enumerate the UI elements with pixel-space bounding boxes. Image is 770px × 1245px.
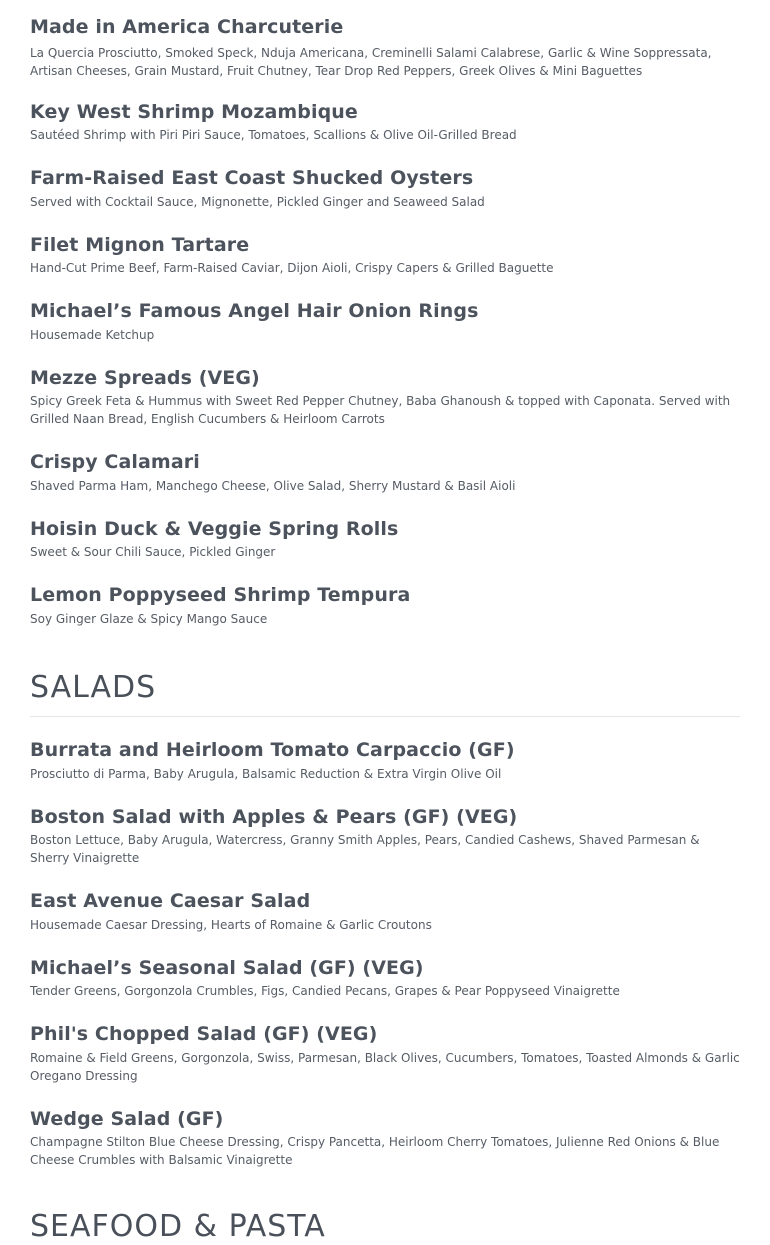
menu-item-name: Key West Shrimp Mozambique — [30, 101, 358, 123]
menu-item-description: Prosciutto di Parma, Baby Arugula, Balsamic Reduction & Extra Virgin Olive Oil — [30, 767, 502, 781]
menu-item — [30, 299, 740, 344]
menu-item-name: Lemon Poppyseed Shrimp Tempura — [30, 584, 411, 606]
menu-item-name: Phil's Chopped Salad (GF) (VEG) — [30, 1023, 378, 1045]
menu-item-description: La Quercia Prosciutto, Smoked Speck, Nduja Americana, Creminelli Salami Calabrese, Garlic & Wine Soppressata, Artisan Cheeses, Grain Mustard, Fruit Chutney, Tear Drop Red Peppers, Greek Olives & Mini Baguettes — [30, 46, 712, 78]
menu-item-description: Soy Ginger Glaze & Spicy Mango Sauce — [30, 612, 268, 626]
menu-item-description: Hand-Cut Prime Beef, Farm-Raised Caviar, Dijon Aioli, Crispy Capers & Grilled Baguette — [30, 261, 554, 275]
menu-item-description: Shaved Parma Ham, Manchego Cheese, Olive Salad, Sherry Mustard & Basil Aioli — [30, 479, 516, 493]
section-heading: SEAFOOD & PASTA — [30, 1209, 326, 1244]
menu-item — [30, 583, 740, 628]
menu-item-name: Wedge Salad (GF) — [30, 1108, 224, 1130]
menu-item-name: Mezze Spreads (VEG) — [30, 367, 260, 389]
menu-item-name: Burrata and Heirloom Tomato Carpaccio (GF) — [30, 739, 515, 761]
menu-item — [30, 1107, 740, 1169]
menu-item-description: Boston Lettuce, Baby Arugula, Watercress, Granny Smith Apples, Pears, Candied Cashews, Shaved Parmesan & Sherry Vinaigrette — [30, 833, 700, 865]
menu-item-name: Crispy Calamari — [30, 451, 200, 473]
menu-item-description: Sautéed Shrimp with Piri Piri Sauce, Tomatoes, Scallions & Olive Oil-Grilled Bread — [30, 128, 517, 142]
menu-item-description: Sweet & Sour Chili Sauce, Pickled Ginger — [30, 545, 276, 559]
menu-item — [30, 1022, 740, 1085]
menu-item-description: Tender Greens, Gorgonzola Crumbles, Figs, Candied Pecans, Grapes & Pear Poppyseed Vinaigrette — [30, 984, 620, 998]
menu-item-name: Hoisin Duck & Veggie Spring Rolls — [30, 518, 399, 540]
menu-item — [30, 805, 740, 867]
menu-item-name: Filet Mignon Tartare — [30, 234, 250, 256]
menu-item — [30, 956, 740, 1000]
menu-item-name: Michael’s Famous Angel Hair Onion Rings — [30, 300, 479, 322]
menu-item — [30, 450, 740, 495]
section-heading: SALADS — [30, 670, 157, 705]
menu-item-description: Spicy Greek Feta & Hummus with Sweet Red Pepper Chutney, Baba Ghanoush & topped with Caponata. Served with Grilled Naan Bread, English Cucumbers & Heirloom Carrots — [30, 394, 731, 426]
menu-item-description: Served with Cocktail Sauce, Mignonette, Pickled Ginger and Seaweed Salad — [30, 195, 485, 209]
menu-item — [30, 366, 740, 428]
menu-item-description: Housemade Caesar Dressing, Hearts of Romaine & Garlic Croutons — [30, 918, 432, 932]
menu-item-description: Champagne Stilton Blue Cheese Dressing, Crispy Pancetta, Heirloom Cherry Tomatoes, Julienne Red Onions & Blue Cheese Crumbles with Balsamic Vinaigrette — [30, 1135, 720, 1167]
menu-item-name: Made in America Charcuterie — [30, 16, 344, 38]
menu-item — [30, 738, 740, 783]
menu-item — [30, 889, 740, 934]
menu-item-name: Michael’s Seasonal Salad (GF) (VEG) — [30, 957, 424, 979]
menu-item — [30, 100, 740, 144]
menu-item-name: East Avenue Caesar Salad — [30, 890, 311, 912]
menu-item-name: Boston Salad with Apples & Pears (GF) (VEG) — [30, 806, 518, 828]
menu-item — [30, 517, 740, 561]
section-divider — [30, 716, 740, 717]
menu-item — [30, 15, 740, 80]
menu-item — [30, 233, 740, 277]
menu-item-name: Farm-Raised East Coast Shucked Oysters — [30, 167, 474, 189]
menu-item-description: Romaine & Field Greens, Gorgonzola, Swiss, Parmesan, Black Olives, Cucumbers, Tomatoes, Toasted Almonds & Garlic Oregano Dressing — [30, 1051, 740, 1083]
menu-item — [30, 166, 740, 211]
menu-item-description: Housemade Ketchup — [30, 328, 155, 342]
